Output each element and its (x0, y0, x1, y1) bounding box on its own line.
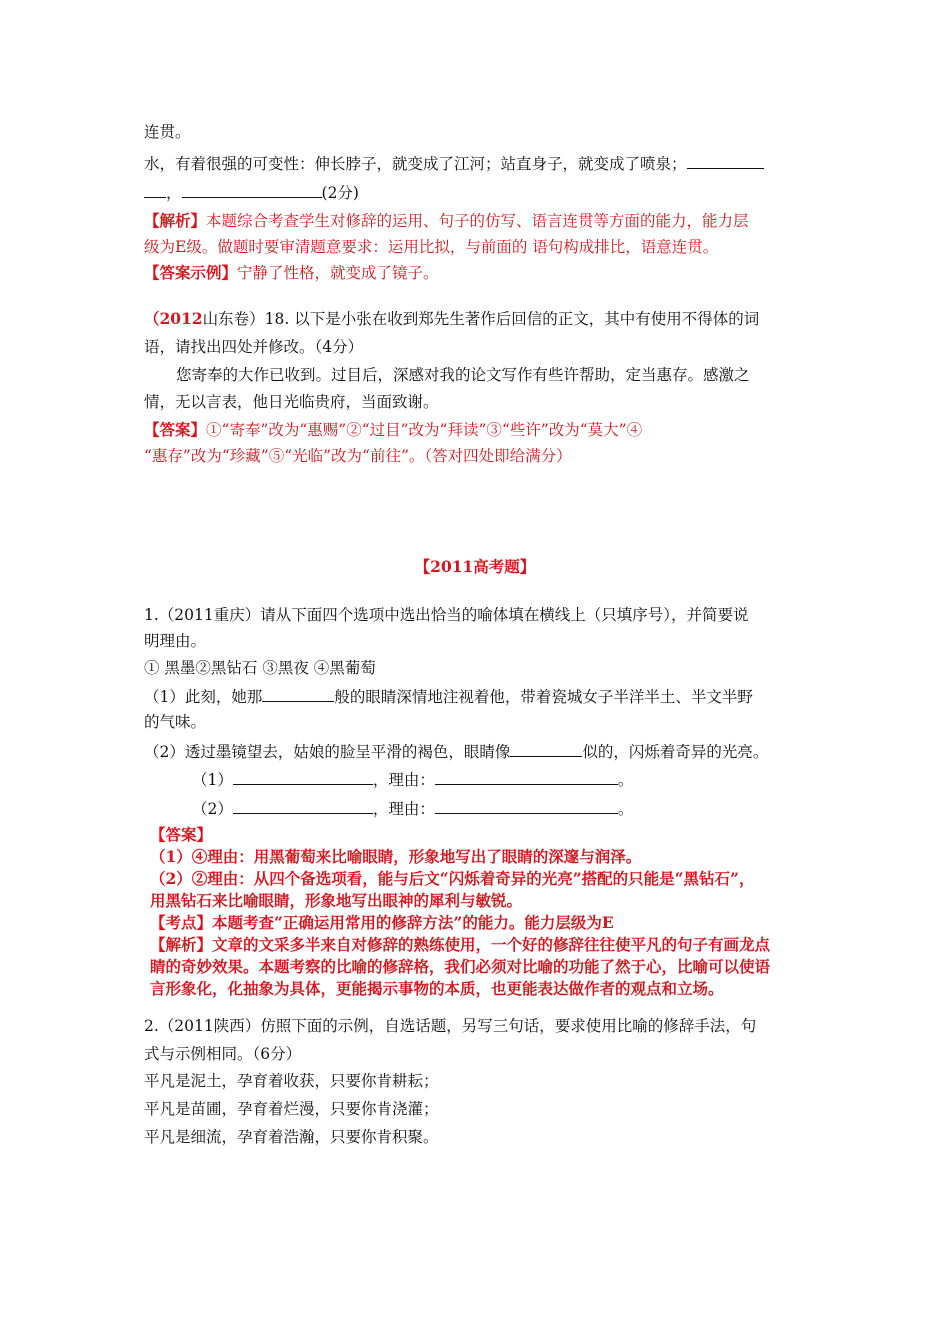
analysis-tag: 【解析】 (144, 211, 207, 230)
reason-blank (435, 797, 618, 814)
score-text: (2分) (321, 184, 359, 202)
text-line (144, 181, 359, 203)
question-text: 山东卷）18. 以下是小张在收到郑先生著作后回信的正文，其中有使用不得体的词 (202, 310, 760, 328)
analysis-line (150, 935, 770, 955)
kaodian-tag: 【考点】 (150, 913, 213, 932)
text: 。 (617, 771, 634, 789)
text: 般的眼睛深情地注视着他，带着瓷城女子半洋半土、半文半野 (334, 688, 753, 706)
question-line (144, 309, 759, 329)
options-line: ① 黑墨②黑钻石 ③黑夜 ④黑葡萄 (144, 659, 376, 677)
kaodian-line (150, 913, 614, 933)
answer-blank (233, 797, 373, 814)
question-text: 水，有着很强的可变性：伸长脖子，就变成了江河；站直身子，就变成了喷泉； (144, 155, 687, 173)
answer-line: （2）②理由：从四个备选项看，能与后文“闪烁着奇异的光亮”搭配的只能是“黑钻石”， (150, 869, 755, 888)
reason-blank (435, 768, 618, 785)
analysis-text: 文章的文采多半来自对修辞的熟练使用，一个好的修辞往往使平凡的句子有画龙点 (212, 935, 771, 954)
text: ，理由： (372, 771, 435, 789)
text: 。 (617, 800, 634, 818)
analysis-line: 级为E级。做题时要审清题意要求：运用比拟，与前面的 语句构成排比，语意连贯。 (144, 238, 719, 256)
passage-line: 您寄奉的大作已收到。过目后，深感对我的论文写作有些许帮助，定当惠存。感激之 (176, 366, 750, 384)
kaodian-text: 本题考查“正确运用常用的修辞方法”的能力。能力层级为E (212, 913, 614, 932)
text: （1） (192, 771, 233, 789)
answer-blank (182, 181, 322, 198)
question-line: 式与示例相同。（6分） (144, 1045, 302, 1063)
question-line: 语，请找出四处并修改。（4分） (144, 338, 364, 356)
answer-text: ①“寄奉”改为“惠赐”②“过目”改为“拜读”③“些许”改为“莫大”④ (206, 421, 643, 439)
answer-line: “惠存”改为“珍藏”⑤“光临”改为“前往”。（答对四处即给满分） (144, 447, 572, 465)
answer-blank (510, 740, 582, 757)
question-line: 明理由。 (144, 632, 207, 650)
text: （2）透过墨镜望去，姑娘的脸呈平滑的褐色，眼睛像 (144, 743, 511, 761)
passage-line: 情，无以言表，他日光临贵府，当面致谢。 (144, 393, 439, 411)
blank-row (192, 797, 633, 819)
example-line: 平凡是细流，孕育着浩瀚，只要你肯积聚。 (144, 1128, 439, 1146)
text: 似的，闪烁着奇异的光亮。 (582, 743, 769, 761)
question-line: 2.（2011陕西）仿照下面的示例，自选话题，另写三句话，要求使用比喻的修辞手法，句 (144, 1017, 757, 1035)
answer-blank (262, 685, 334, 702)
answer-blank (233, 768, 373, 785)
analysis-line (144, 211, 749, 231)
question-line: 1.（2011重庆）请从下面四个选项中选出恰当的喻体填在横线上（只填序号），并简要说 (144, 606, 749, 624)
analysis-tag: 【解析】 (150, 935, 213, 954)
section-title: 【2011高考题】 (414, 557, 536, 576)
answer-line (144, 420, 642, 440)
sentence-line (144, 740, 768, 762)
answer-example-tag: 【答案示例】 (144, 263, 238, 282)
example-line: 平凡是泥土，孕育着收获，只要你肯耕耘； (144, 1072, 439, 1090)
answer-line: 用黑钻石来比喻眼睛，形象地写出眼神的犀利与敏锐。 (150, 891, 523, 910)
analysis-line: 睛的奇妙效果。本题考察的比喻的修辞格，我们必须对比喻的功能了然于心，比喻可以使语 (150, 957, 771, 976)
text: ，理由： (372, 800, 435, 818)
blank-row (192, 768, 633, 790)
text: （1）此刻，她那 (144, 688, 263, 706)
question-year: （2012 (144, 309, 203, 328)
answer-example-text: 宁静了性格，就变成了镜子。 (237, 264, 439, 282)
text-line: 连贯。 (144, 123, 191, 141)
answer-tag: 【答案】 (144, 420, 207, 439)
answer-example-line (144, 263, 439, 283)
analysis-text: 本题综合考查学生对修辞的运用、句子的仿写、语言连贯等方面的能力，能力层 (206, 212, 749, 230)
text: （2） (192, 800, 233, 818)
answer-line: （1）④理由：用黑葡萄来比喻眼睛，形象地写出了眼睛的深邃与润泽。 (150, 847, 642, 866)
answer-tag: 【答案】 (150, 825, 213, 844)
answer-blank (144, 181, 166, 198)
sentence-line: 的气味。 (144, 713, 207, 731)
analysis-line: 言形象化，化抽象为具体，更能揭示事物的本质，也更能表达做作者的观点和立场。 (150, 979, 724, 998)
example-line: 平凡是苗圃，孕育着烂漫，只要你肯浇灌； (144, 1100, 439, 1118)
sentence-line (144, 685, 753, 707)
text: ， (166, 184, 182, 202)
text-line (144, 152, 764, 174)
answer-blank (687, 152, 764, 169)
